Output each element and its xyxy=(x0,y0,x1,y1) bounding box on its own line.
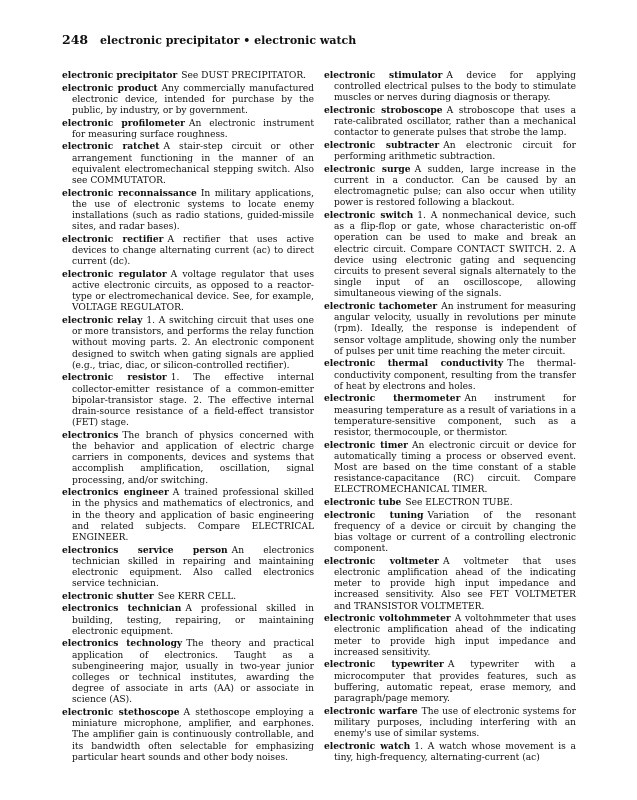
entry-definition: See ELECTRON TUBE. xyxy=(405,498,513,509)
entry-definition: 1. A switching circuit that uses one or more transistors, and performs the relay function without moving parts. 2. An electronic component designed to switch when gating signals are applied (e.g., triac, diac, or silicon-controlled rectifier). xyxy=(72,316,314,371)
entry-term: electronic typewriter xyxy=(324,659,444,671)
dictionary-entry xyxy=(62,707,314,764)
entry-definition: An electronic circuit for performing arithmetic subtraction. xyxy=(334,141,576,163)
entry-term: electronic profilometer xyxy=(62,117,185,129)
entry-term: electronic stethoscope xyxy=(62,707,180,719)
entry-definition: The branch of physics concerned with the behavior and application of electric charge carriers in components, devices and systems that accomplish amplification, oscillation, signal processing, and/or switching. xyxy=(72,430,314,486)
dictionary-entry xyxy=(324,70,576,105)
dictionary-entry xyxy=(62,70,314,82)
entry-term: electronic stroboscope xyxy=(324,105,443,116)
entry-term: electronic reconnaissance xyxy=(62,187,197,199)
entry-definition: The use of electronic systems for military purposes, including interfering with an enemy's use of similar systems. xyxy=(334,706,576,740)
entry-definition: See KERR CELL. xyxy=(157,591,237,602)
entry-definition: A professional skilled in building, testing, repairing, or maintaining electronic equipment. xyxy=(72,604,314,637)
entry-term: electronic resistor xyxy=(62,372,167,384)
entry-term: electronic shutter xyxy=(62,590,154,602)
dictionary-entry xyxy=(62,545,314,591)
entry-definition: An electronics technician skilled in repairing and maintaining electronic equipment. Also called electronics service technician. xyxy=(72,545,314,590)
dictionary-entry xyxy=(324,210,576,301)
entry-definition: An electronic circuit or device for automatically timing a process or observed event. Most are based on the time constant of a stable resistance-capacitance (RC) circuit. Compare ELECTROMECHANICAL TIMER. xyxy=(334,440,577,496)
entry-definition: A trained professional skilled in the physics and mathematics of electronics, and in the theory and application of basic engineering and related subjects. Compare ELECTRICAL ENGINEER. xyxy=(72,488,314,544)
dictionary-entry xyxy=(62,141,314,187)
dictionary-entry xyxy=(324,140,576,163)
dictionary-entry xyxy=(324,613,576,659)
entry-term: electronic stimulator xyxy=(324,70,443,81)
entry-term: electronics technology xyxy=(62,638,183,650)
dictionary-entry xyxy=(62,315,314,372)
dictionary-entry xyxy=(62,188,314,234)
entry-definition: A stethoscope employing a miniature microphone, amplifier, and earphones. The amplifier gain is continuously controllable, and its bandwidth often selectable for emphasizing particular heart sounds and other body noises. xyxy=(72,708,314,763)
dictionary-entry xyxy=(324,556,576,613)
entry-definition: The theory and practical application of electronics. Taught as a subengineering major, usually in two-year junior colleges or technical institutes, awarding the degree of associate in arts (AA) or associate in science (AS). xyxy=(72,639,314,706)
entry-definition: A voltohmmeter that uses electronic amplification ahead of the indicating meter to provide high input impedance and increased sensitivity. xyxy=(334,614,576,658)
entry-term: electronics engineer xyxy=(62,487,169,499)
entry-definition: 1. A watch whose movement is a tiny, high-frequency, alternating-current (ac) xyxy=(334,741,576,763)
entry-definition: A device for applying controlled electrical pulses to the body to stimulate muscles or nerves during diagnosis or therapy. xyxy=(334,71,576,104)
dictionary-entry xyxy=(324,741,576,764)
dictionary-entry xyxy=(324,301,576,358)
entry-term: electronics xyxy=(62,429,119,441)
entry-term: electronic regulator xyxy=(62,268,167,280)
entry-definition: A rectifier that uses active devices to change alternating current (ac) to direct current (dc). xyxy=(72,234,314,268)
entry-term: electronic precipitator xyxy=(62,70,178,81)
dictionary-entry xyxy=(324,510,576,556)
entry-term: electronic subtracter xyxy=(324,140,440,151)
entry-definition: An instrument for measuring temperature as a result of variations in a temperature-sensitive component, such as a resistor, thermocouple, or thermistor. xyxy=(334,394,577,439)
entry-term: electronic switch xyxy=(324,210,414,221)
entry-definition: Any commercially manufactured electronic device, intended for purchase by the public, by industry, or by government. xyxy=(72,83,315,116)
entry-definition: In military applications, the use of electronic systems to locate enemy installations (such as radio stations, guided-missile sites, and radar bases). xyxy=(72,188,314,233)
entry-term: electronic tuning xyxy=(324,509,424,521)
entry-definition: 1. The effective internal collector-emitter resistance of a common-emitter bipolar-transistor stage. 2. The effective internal drain-source resistance of a field-effect transistor (FET) stage. xyxy=(72,373,315,429)
entry-definition: A typewriter with a microcomputer that provides features, such as buffering, automatic repeat, erase memory, and paragraph/page memory. xyxy=(334,660,576,705)
dictionary-entry xyxy=(324,440,576,497)
entry-term: electronics technician xyxy=(62,603,182,615)
running-title: electronic precipitator • electronic watch xyxy=(99,34,357,47)
entry-term: electronics service person xyxy=(62,544,228,556)
entry-definition: See DUST PRECIPITATOR. xyxy=(181,71,307,81)
dictionary-entry xyxy=(62,234,314,269)
entry-term: electronic timer xyxy=(324,439,408,451)
entry-definition: A stair-step circuit or other arrangement functioning in the manner of an equivalent electromechanical stepping switch. Also see COMMUTATOR. xyxy=(72,142,314,186)
dictionary-entry xyxy=(324,659,576,705)
entry-term: electronic thermometer xyxy=(324,393,461,405)
entry-definition: An electronic instrument for measuring surface roughness. xyxy=(72,118,314,140)
entry-definition: A voltmeter that uses electronic amplification ahead of the indicating meter to provide high input impedance and increased sensitivity. Also see FET VOLTMETER and TRANSISTOR VOLTMETER. xyxy=(334,556,576,612)
entry-term: electronic product xyxy=(62,82,158,94)
entry-term: electronic watch xyxy=(324,740,411,752)
page-number: 248 xyxy=(62,32,89,47)
dictionary-entry xyxy=(324,164,576,210)
dictionary-entry xyxy=(62,372,314,429)
entry-term: electronic tube xyxy=(324,497,402,509)
dictionary-entry xyxy=(62,603,314,638)
entry-definition: 1. A nonmechanical device, such as a flip-flop or gate, whose characteristic on-off operation can be used to make and break an electric circuit. Compare CONTACT SWITCH. 2. A device using electronic gating and sequencing circuits to present several signals alternately to the single input of an oscilloscope, allowing simultaneous viewing of the signals. xyxy=(334,211,576,300)
dictionary-entry xyxy=(324,497,576,509)
entry-definition: A sudden, large increase in the current in a conductor. Can be caused by an electromagnetic pulse; can also occur when utility power is restored following a blackout. xyxy=(334,164,576,209)
dictionary-entry xyxy=(324,706,576,741)
entry-term: electronic surge xyxy=(324,163,411,175)
entry-term: electronic relay xyxy=(62,315,143,326)
left-column xyxy=(62,70,314,764)
dictionary-entry xyxy=(62,487,314,544)
dictionary-entry xyxy=(62,83,314,118)
dictionary-entry xyxy=(62,269,314,315)
entry-term: electronic rectifier xyxy=(62,233,164,245)
dictionary-entry xyxy=(324,105,576,140)
dictionary-entry xyxy=(62,591,314,603)
dictionary-entry xyxy=(324,393,576,439)
right-column xyxy=(324,70,576,764)
entry-term: electronic voltmeter xyxy=(324,555,439,567)
entry-definition: An instrument for measuring angular velocity, usually in revolutions per minute (rpm). Ideally, the response is independent of sensor voltage amplitude, showing only the number of pulses per unit time reaching the meter circuit. xyxy=(334,302,576,357)
entry-term: electronic thermal conductivity xyxy=(324,358,504,370)
entry-definition: The thermal-conductivity component, resulting from the transfer of heat by electrons and holes. xyxy=(334,359,577,392)
running-header xyxy=(62,32,356,47)
dictionary-entry xyxy=(62,430,314,487)
entry-definition: A stroboscope that uses a rate-calibrated oscillator, rather than a mechanical contactor to generate pulses that strobe the lamp. xyxy=(334,106,577,139)
dictionary-entry xyxy=(62,638,314,706)
entry-definition: Variation of the resonant frequency of a device or circuit by changing the bias voltage or current of a controlling electronic component. xyxy=(334,510,576,555)
dictionary-entry xyxy=(62,118,314,141)
dictionary-entry xyxy=(324,358,576,393)
entry-term: electronic voltohmmeter xyxy=(324,613,451,625)
entry-term: electronic ratchet xyxy=(62,141,160,153)
entry-term: electronic warfare xyxy=(324,705,418,717)
entry-term: electronic tachometer xyxy=(324,301,438,313)
entry-definition: A voltage regulator that uses active electronic circuits, as opposed to a reactor-type or electromechanical device. See, for example, VOLTAGE REGULATOR. xyxy=(72,269,314,314)
